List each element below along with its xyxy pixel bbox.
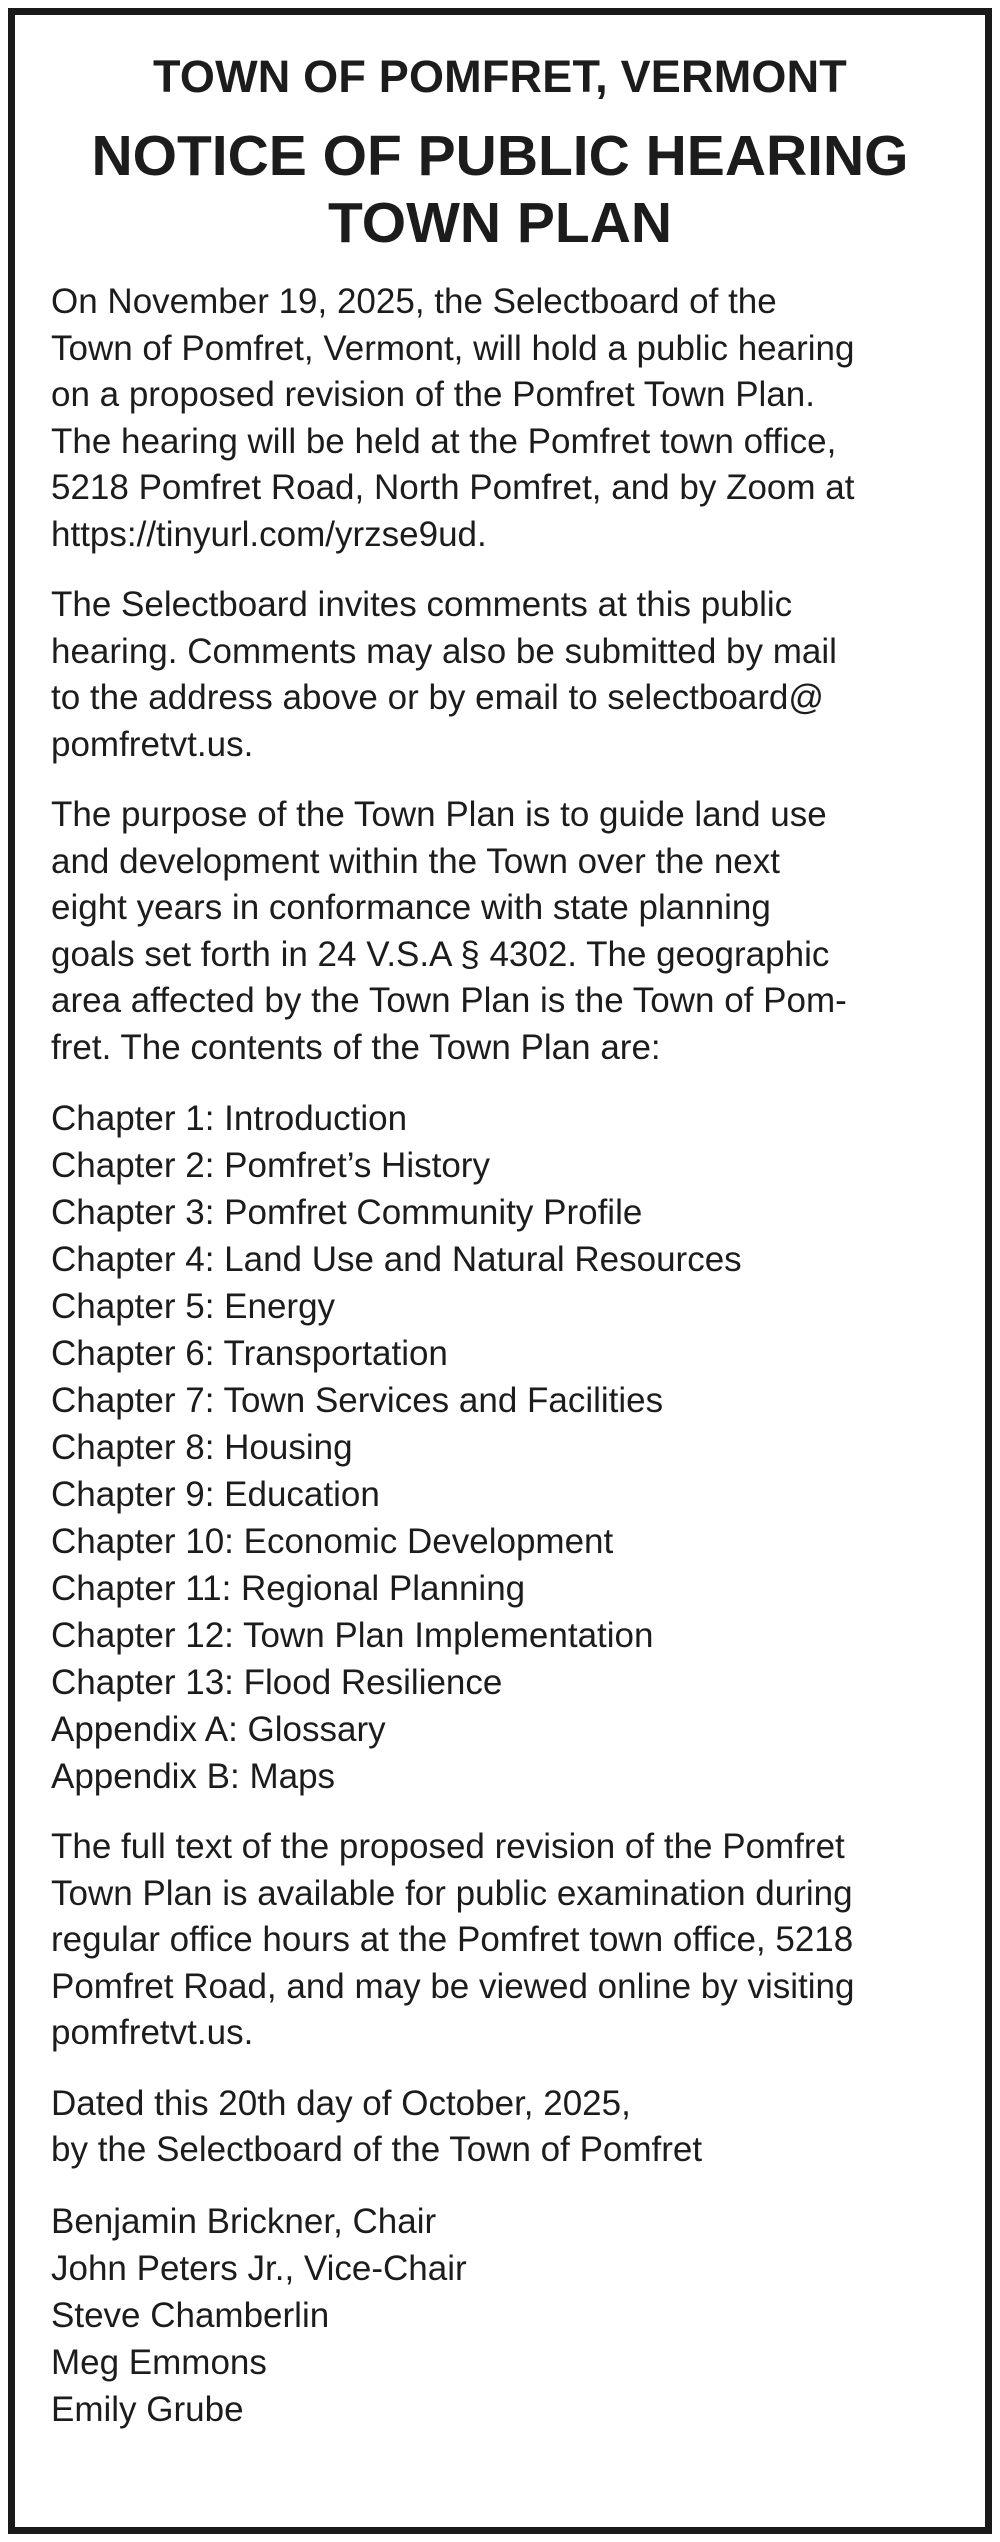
paragraph-line: 5218 Pomfret Road, North Pomfret, and by Zoom at xyxy=(51,468,855,507)
hearing-paragraph xyxy=(51,279,949,558)
paragraph-line: eight years in conformance with state planning xyxy=(51,888,771,927)
notice-title-line: TOWN PLAN xyxy=(327,191,673,255)
signatory: Steve Chamberlin xyxy=(51,2295,330,2335)
contents-item: Chapter 9: Education xyxy=(51,1475,380,1514)
signatories-list xyxy=(51,2198,949,2433)
notice-border xyxy=(8,8,992,2534)
availability-paragraph xyxy=(51,1824,949,2057)
town-name: TOWN OF POMFRET, VERMONT xyxy=(153,51,847,102)
notice-title-line: NOTICE OF PUBLIC HEARING xyxy=(91,124,909,188)
paragraph-line: The purpose of the Town Plan is to guide land use xyxy=(51,795,827,834)
contents-list xyxy=(51,1095,949,1800)
signatory: Benjamin Brickner, Chair xyxy=(51,2201,437,2241)
paragraph-line: Town of Pomfret, Vermont, will hold a public hearing xyxy=(51,328,855,368)
contents-item: Chapter 11: Regional Planning xyxy=(51,1569,526,1608)
purpose-paragraph xyxy=(51,792,949,1071)
paragraph-line: regular office hours at the Pomfret town office, 5218 xyxy=(51,1920,854,1959)
contents-item: Chapter 10: Economic Development xyxy=(51,1522,614,1561)
contents-item: Chapter 12: Town Plan Implementation xyxy=(51,1616,654,1655)
paragraph-line: Pomfret Road, and may be viewed online by visiting xyxy=(51,1966,855,2006)
paragraph-line: hearing. Comments may also be submitted by mail xyxy=(51,631,837,671)
signatory: Meg Emmons xyxy=(51,2342,267,2382)
paragraph-line: area affected by the Town Plan is the Town of Pom- xyxy=(51,981,847,1020)
contents-item: Chapter 4: Land Use and Natural Resources xyxy=(51,1240,742,1279)
paragraph-line: pomfretvt.us. xyxy=(51,2013,254,2052)
contents-item: Chapter 1: Introduction xyxy=(51,1099,408,1138)
contents-item: Chapter 8: Housing xyxy=(51,1428,353,1467)
paragraph-line: The Selectboard invites comments at this public xyxy=(51,585,793,624)
contents-item: Chapter 2: Pomfret’s History xyxy=(51,1146,490,1185)
contents-item: Chapter 5: Energy xyxy=(51,1287,336,1326)
contents-item: Chapter 13: Flood Resilience xyxy=(51,1663,503,1702)
paragraph-line: Dated this 20th day of October, 2025, xyxy=(51,2083,631,2123)
signatory: Emily Grube xyxy=(51,2389,244,2429)
paragraph-line: and development within the Town over the next xyxy=(51,841,780,881)
contents-item: Appendix A: Glossary xyxy=(51,1710,386,1749)
paragraph-line: Town Plan is available for public examination during xyxy=(51,1873,853,1913)
paragraph-line: by the Selectboard of the Town of Pomfret xyxy=(51,2130,703,2169)
dated-paragraph xyxy=(51,2081,949,2174)
paragraph-line: goals set forth in 24 V.S.A § 4302. The geographic xyxy=(51,934,830,974)
paragraph-line: The hearing will be held at the Pomfret town office, xyxy=(51,421,837,461)
paragraph-line: pomfretvt.us. xyxy=(51,724,254,764)
contents-item: Chapter 6: Transportation xyxy=(51,1334,448,1373)
paragraph-line: fret. The contents of the Town Plan are: xyxy=(51,1027,661,1067)
contents-item: Chapter 3: Pomfret Community Profile xyxy=(51,1193,643,1232)
contents-item: Appendix B: Maps xyxy=(51,1757,336,1796)
paragraph-line: to the address above or by email to selectboard@ xyxy=(51,678,824,717)
contents-item: Chapter 7: Town Services and Facilities xyxy=(51,1381,664,1420)
comments-paragraph xyxy=(51,582,949,768)
paragraph-line: on a proposed revision of the Pomfret Town Plan. xyxy=(51,375,815,414)
signatory: John Peters Jr., Vice-Chair xyxy=(51,2248,467,2288)
notice-title xyxy=(51,123,949,257)
paragraph-line: On November 19, 2025, the Selectboard of the xyxy=(51,282,777,321)
zoom-link: https://tinyurl.com/yrzse9ud. xyxy=(51,514,487,554)
paragraph-line: The full text of the proposed revision of the Pomfret xyxy=(51,1827,845,1866)
notice-content xyxy=(15,15,985,2433)
